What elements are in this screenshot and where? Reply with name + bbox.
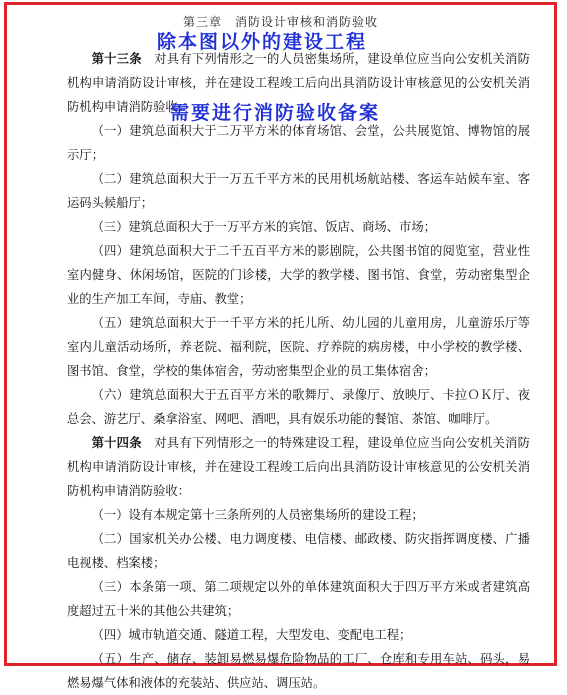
- overlay-annotation-1: 除本图以外的建设工程: [157, 31, 368, 53]
- article-13-item: （五）建筑总面积大于一千平方米的托儿所、幼儿园的儿童用房，儿童游乐厅等室内儿童活动场所，养老院、福利院，医院、疗养院的病房楼，中小学校的教学楼、图书馆、食堂，学校的集体宿舍，劳动密集型企业的员工集体宿舍；: [67, 316, 530, 378]
- article-14-text: 对具有下列情形之一的特殊建设工程，建设单位应当向公安机关消防机构申请消防设计审核，并在建设工程竣工后向出具消防设计审核意见的公安机关消防机构申请消防验收：: [67, 436, 530, 498]
- article-13-item: （二）建筑总面积大于一万五千平方米的民用机场航站楼、客运车站候车室、客运码头候船厅；: [67, 172, 530, 210]
- article-13-item: （一）建筑总面积大于二万平方米的体育场馆、会堂，公共展览馆、博物馆的展示厅；: [67, 124, 530, 162]
- chapter-heading: 第三章 消防设计审核和消防验收: [182, 15, 378, 29]
- article-14-item: （三）本条第一项、第二项规定以外的单体建筑面积大于四万平方米或者建筑高度超过五十米的其他公共建筑；: [67, 580, 530, 618]
- article-13-item: （四）建筑总面积大于二千五百平方米的影剧院，公共图书馆的阅览室，营业性室内健身、休闲场馆，医院的门诊楼，大学的教学楼、图书馆、食堂，劳动密集型企业的生产加工车间，寺庙、教堂；: [67, 244, 530, 306]
- article-14-item: （一）设有本规定第十三条所列的人员密集场所的建设工程；: [91, 508, 424, 522]
- article-14-item: （二）国家机关办公楼、电力调度楼、电信楼、邮政楼、防灾指挥调度楼、广播电视楼、档案楼；: [67, 532, 530, 570]
- article-13-item: （三）建筑总面积大于一万平方米的宾馆、饭店、商场、市场；: [91, 220, 436, 234]
- article-13-text: 对具有下列情形之一的人员密集场所，建设单位应当向公安机关消防机构申请消防设计审核，并在建设工程竣工后向出具消防设计审核意见的公安机关消防机构申请消防验收：: [67, 52, 530, 114]
- article-14-intro: [67, 431, 530, 503]
- article-14-title: 第十四条: [91, 436, 142, 450]
- article-14-item: （四）城市轨道交通、隧道工程，大型发电、变配电工程；: [91, 628, 412, 642]
- document-frame: [4, 2, 557, 690]
- overlay-annotation-2: 需要进行消防验收备案: [170, 102, 381, 124]
- article-13-title: 第十三条: [91, 52, 142, 66]
- article-13-item: （六）建筑总面积大于五百平方米的歌舞厅、录像厅、放映厅、卡拉ＯＫ厅、夜总会、游艺厅、桑拿浴室、网吧、酒吧，具有娱乐功能的餐馆、茶馆、咖啡厅。: [67, 388, 530, 426]
- article-14-item: （五）生产、储存、装卸易燃易爆危险物品的工厂、仓库和专用车站、码头，易燃易爆气体和液体的充装站、供应站、调压站。: [67, 652, 530, 690]
- document-body: [67, 47, 530, 695]
